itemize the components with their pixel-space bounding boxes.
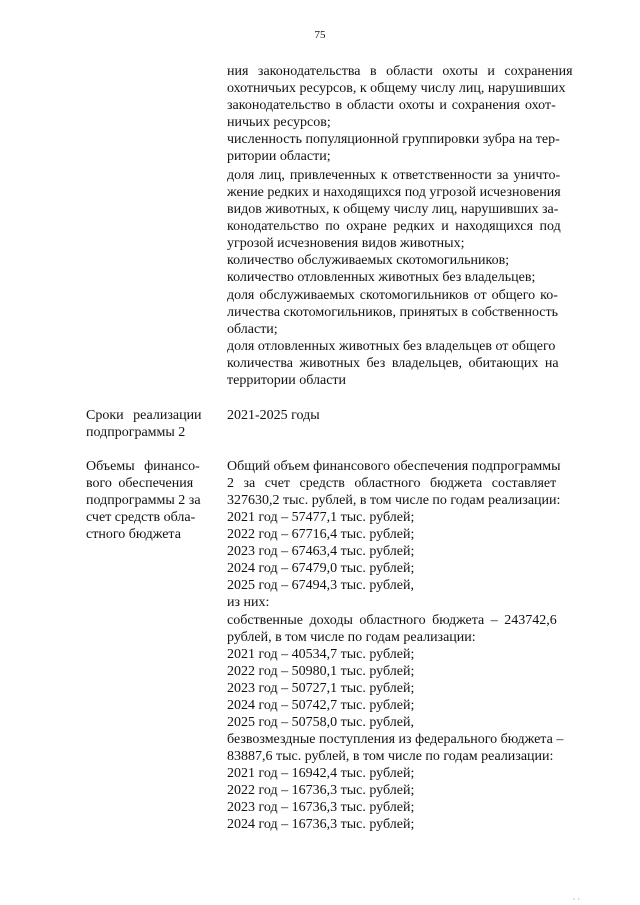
text-line: 2023 год – 16736,3 тыс. рублей;: [227, 800, 415, 815]
text-line: рублей, в том числе по годам реализации:: [227, 630, 476, 645]
funding-label: подпрограммы 2 за: [86, 493, 201, 508]
text-line: количество обслуживаемых скотомогильников;: [227, 253, 510, 268]
text-line: ритории области;: [227, 149, 331, 164]
terms-value: 2021-2025 годы: [227, 408, 320, 423]
text-line: 2021 год – 16942,4 тыс. рублей;: [227, 766, 415, 781]
text-line: собственные доходы областного бюджета – 243742,6: [227, 613, 557, 628]
page-number: 75: [314, 29, 326, 41]
text-line: 2023 год – 67463,4 тыс. рублей;: [227, 544, 415, 559]
terms-label: Сроки реализации: [86, 408, 202, 423]
text-line: 83887,6 тыс. рублей, в том числе по годам реализации:: [227, 749, 554, 764]
text-line: области;: [227, 322, 278, 337]
text-line: Объемы финансо- Общий объем финансового обеспечения подпрограммы: [86, 459, 561, 474]
text-line: 2022 год – 16736,3 тыс. рублей;: [227, 783, 415, 798]
funding-label: вого обеспечения: [86, 476, 194, 491]
text-line: угрозой исчезновения видов животных;: [227, 236, 465, 251]
funding-label: Объемы финансо-: [86, 459, 200, 474]
text-line: стного бюджета 2022 год – 67716,4 тыс. рублей;: [86, 527, 415, 542]
text-line: количества животных без владельцев, обитающих на: [227, 356, 559, 371]
text-line: подпрограммы 2 за 327630,2 тыс. рублей, в том числе по годам реализации:: [86, 493, 561, 508]
text-line: законодательство в области охоты и сохранения охот-: [227, 98, 556, 113]
text-line: [0, 407, 640, 424]
text-line: доля лиц, привлеченных к ответственности за уничто-: [227, 168, 561, 183]
text-line: охотничьих ресурсов, к общему числу лиц, нарушивших: [227, 81, 566, 96]
text-line: конодательство по охране редких и находящихся под: [227, 219, 561, 234]
text-line: 2024 год – 50742,7 тыс. рублей;: [227, 698, 415, 713]
text-line: 2025 год – 50758,0 тыс. рублей,: [227, 715, 414, 730]
text-line: численность популяционной группировки зубра на тер-: [227, 132, 560, 147]
text-line: безвозмездные поступления из федерального бюджета –: [227, 732, 564, 747]
text-line: доля отловленных животных без владельцев от общего: [227, 339, 556, 354]
funding-label: стного бюджета: [86, 527, 181, 542]
scan-mark: · ·: [572, 895, 580, 904]
text-line: счет средств обла- 2021 год – 57477,1 тыс. рублей;: [86, 510, 415, 525]
text-line: территории области: [227, 373, 347, 388]
text-line: ния законодательства в области охоты и сохранения: [227, 64, 573, 79]
text-line: вого обеспечения 2 за счет средств областного бюджета составляет: [86, 476, 557, 491]
text-line: количество отловленных животных без владельцев;: [227, 270, 536, 285]
text-line: [0, 424, 640, 441]
text-line: 2024 год – 67479,0 тыс. рублей;: [227, 561, 415, 576]
text-line: 2021 год – 40534,7 тыс. рублей;: [227, 647, 415, 662]
text-line: доля обслуживаемых скотомогильников от общего ко-: [227, 288, 558, 303]
text-line: ничьих ресурсов;: [227, 115, 331, 130]
terms-label: подпрограммы 2: [86, 425, 186, 440]
text-line: 2025 год – 67494,3 тыс. рублей,: [227, 578, 414, 593]
text-line: 2022 год – 50980,1 тыс. рублей;: [227, 664, 415, 679]
text-line: жение редких и находящихся под угрозой исчезновения: [227, 185, 561, 200]
text-line: 2024 год – 16736,3 тыс. рублей;: [227, 817, 415, 832]
text-line: из них:: [227, 595, 270, 610]
text-line: 2023 год – 50727,1 тыс. рублей;: [227, 681, 415, 696]
text-line: видов животных, к общему числу лиц, нарушивших за-: [227, 202, 559, 217]
text-line: личества скотомогильников, принятых в собственность: [227, 305, 559, 320]
funding-label: счет средств обла-: [86, 510, 196, 525]
